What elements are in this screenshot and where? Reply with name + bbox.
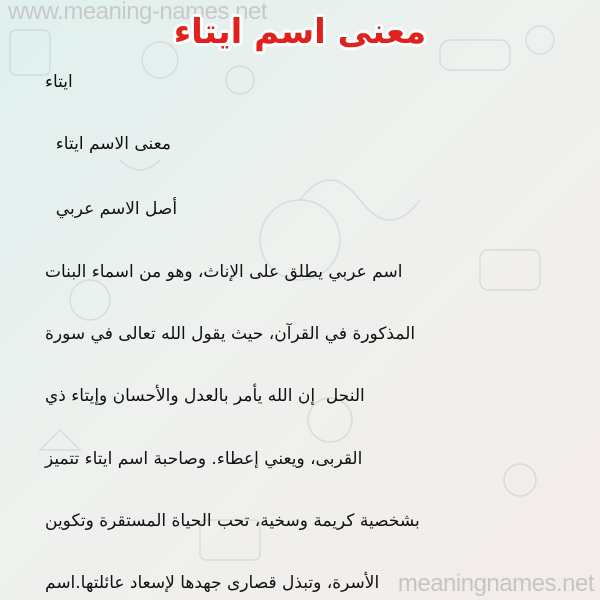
description-line: بشخصية كريمة وسخية، تحب الحياة المستقرة وتكوين bbox=[45, 511, 420, 531]
origin-line: أصل الاسم عربي bbox=[45, 199, 178, 219]
description-line: النحل إن الله يأمر بالعدل والأحسان وإيتاء ذي bbox=[45, 386, 365, 406]
description-line: المذكورة في القرآن، حيث يقول الله تعالى في سورة bbox=[45, 324, 416, 344]
page-title: معنى اسم ايتاء bbox=[173, 12, 427, 52]
description-line: اسم عربي يطلق على الإناث، وهو من اسماء البنات bbox=[45, 262, 403, 282]
watermark-bottom: meaningnames.net bbox=[397, 570, 594, 597]
watermark-top: www.meaning-names.net bbox=[8, 0, 267, 25]
description-line: القربى، ويعني إعطاء. وصاحبة اسم ايتاء تتميز bbox=[45, 449, 363, 469]
name-line: ايتاء bbox=[45, 72, 73, 92]
description-line: الأسرة، وتبذل قصارى جهدها لإسعاد عائلتها.اسم bbox=[45, 573, 380, 593]
meaning-heading: معنى الاسم ايتاء bbox=[45, 134, 171, 154]
